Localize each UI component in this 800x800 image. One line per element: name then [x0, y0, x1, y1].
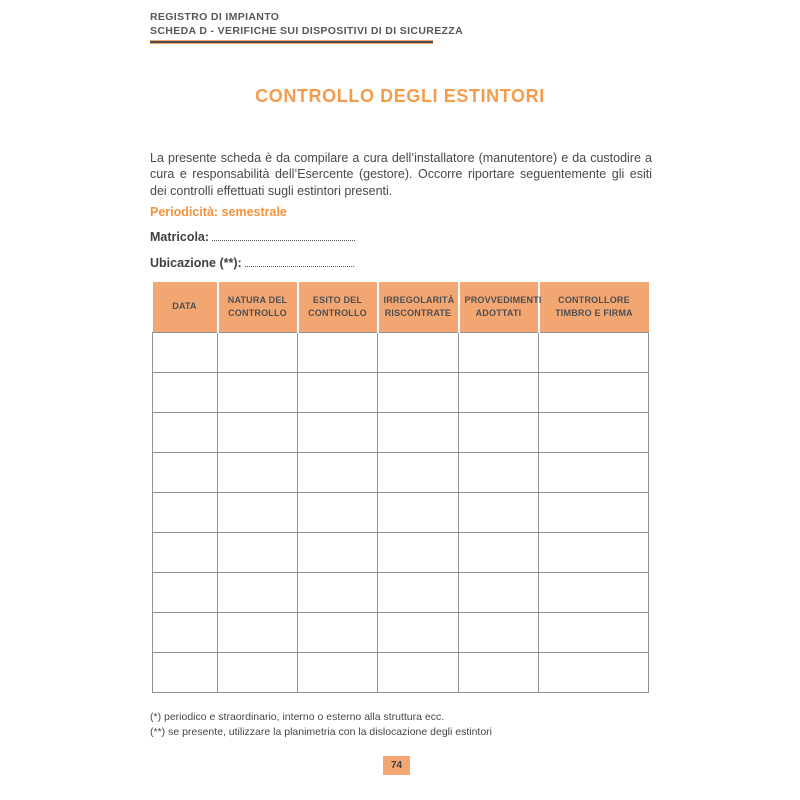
field-ubicazione-dotted-line	[245, 255, 354, 267]
table-cell	[539, 333, 649, 373]
table-cell	[539, 373, 649, 413]
table-cell	[378, 333, 459, 373]
footnote-1: (*) periodico e straordinario, interno o esterno alla struttura ecc.	[150, 711, 445, 723]
table-cell	[298, 373, 378, 413]
table-cell	[459, 373, 539, 413]
table-cell	[459, 653, 539, 693]
field-matricola-label: Matricola:	[150, 230, 210, 244]
table-cell	[153, 373, 218, 413]
table-row	[153, 453, 649, 493]
field-ubicazione	[150, 255, 354, 270]
table-row	[153, 533, 649, 573]
table-cell	[459, 413, 539, 453]
table-cell	[298, 533, 378, 573]
table-cell	[153, 533, 218, 573]
field-ubicazione-label: Ubicazione (**):	[150, 256, 242, 270]
table-header-row	[153, 282, 649, 333]
table-cell	[298, 653, 378, 693]
header-rule	[150, 40, 433, 44]
table-cell	[539, 453, 649, 493]
controls-table-header	[153, 282, 649, 333]
table-cell	[153, 413, 218, 453]
page-footer	[0, 756, 793, 775]
table-cell	[539, 413, 649, 453]
table-row	[153, 613, 649, 653]
table-cell	[459, 493, 539, 533]
header-line-1: REGISTRO DI IMPIANTO	[150, 11, 280, 23]
table-cell	[298, 573, 378, 613]
table-cell	[153, 653, 218, 693]
column-header-provvedimenti: PROVVEDIMENTI ADOTTATI	[459, 282, 539, 333]
table-cell	[459, 453, 539, 493]
table-cell	[539, 613, 649, 653]
page-title: CONTROLLO DEGLI ESTINTORI	[255, 86, 545, 106]
table-cell	[153, 613, 218, 653]
table-cell	[218, 613, 298, 653]
column-header-natura-controllo: NATURA DEL CONTROLLO	[218, 282, 298, 333]
table-cell	[218, 453, 298, 493]
field-matricola-dotted-line	[212, 229, 355, 241]
table-cell	[298, 613, 378, 653]
table-cell	[539, 493, 649, 533]
periodicity-label: Periodicità: semestrale	[150, 205, 287, 219]
table-cell	[153, 493, 218, 533]
table-cell	[218, 373, 298, 413]
table-cell	[459, 573, 539, 613]
table-row	[153, 413, 649, 453]
field-matricola	[150, 229, 355, 244]
table-cell	[218, 533, 298, 573]
table-cell	[539, 533, 649, 573]
intro-paragraph: La presente scheda è da compilare a cura dell’installatore (manutentore) e da custodire a cura e responsabilità dell’Esercente (gestore). Occorre riportare seguentemente gli esiti dei controlli effettuati sugli estintori presenti.	[150, 151, 652, 198]
table-cell	[298, 493, 378, 533]
table-cell	[378, 613, 459, 653]
table-cell	[378, 413, 459, 453]
table-row	[153, 653, 649, 693]
table-row	[153, 493, 649, 533]
table-cell	[218, 333, 298, 373]
column-header-irregolarita: IRREGOLARITÀ RISCONTRATE	[378, 282, 459, 333]
table-cell	[378, 533, 459, 573]
table-cell	[153, 453, 218, 493]
column-header-data: DATA	[153, 282, 218, 333]
table-cell	[153, 573, 218, 613]
page-number-badge: 74	[383, 756, 410, 775]
table-row	[153, 573, 649, 613]
table-cell	[218, 413, 298, 453]
table-cell	[539, 653, 649, 693]
table-cell	[218, 573, 298, 613]
table-cell	[298, 333, 378, 373]
table-cell	[298, 453, 378, 493]
table-row	[153, 373, 649, 413]
table-cell	[378, 493, 459, 533]
column-header-esito-controllo: ESITO DEL CONTROLLO	[298, 282, 378, 333]
document-header	[150, 10, 463, 44]
table-cell	[459, 333, 539, 373]
table-cell	[539, 573, 649, 613]
footnote-2: (**) se presente, utilizzare la planimetria con la dislocazione degli estintori	[150, 725, 493, 738]
header-line-2: SCHEDA D - VERIFICHE SUI DISPOSITIVI DI DI SICUREZZA	[150, 25, 464, 37]
table-cell	[459, 613, 539, 653]
table-row	[153, 333, 649, 373]
controls-table-body	[153, 333, 649, 693]
column-header-controllore: CONTROLLORE TIMBRO E FIRMA	[539, 282, 649, 333]
table-cell	[298, 413, 378, 453]
table-cell	[378, 653, 459, 693]
table-cell	[459, 533, 539, 573]
table-cell	[378, 453, 459, 493]
table-cell	[218, 493, 298, 533]
controls-table	[152, 282, 649, 693]
table-cell	[378, 373, 459, 413]
table-cell	[218, 653, 298, 693]
table-cell	[378, 573, 459, 613]
table-cell	[153, 333, 218, 373]
footnotes	[150, 710, 492, 739]
